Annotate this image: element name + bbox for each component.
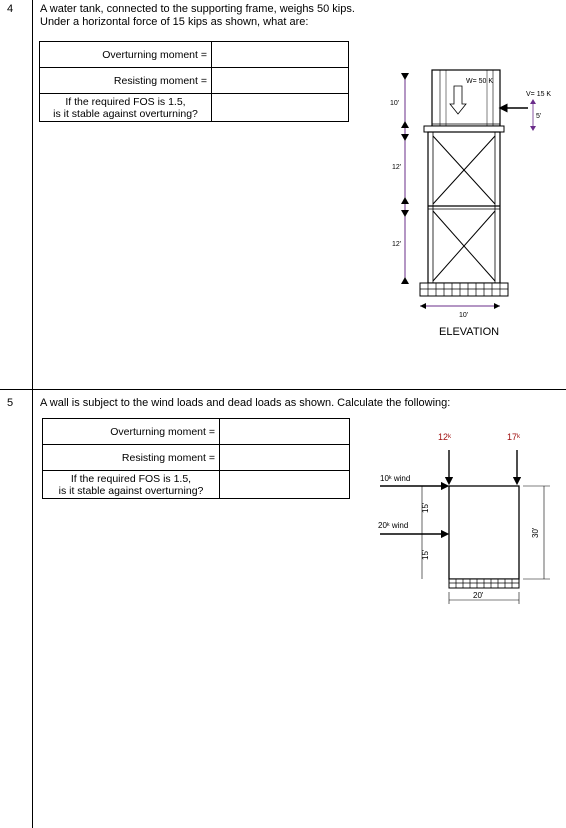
base-dim-label: 10' [459,312,469,319]
resisting-moment-label: Resisting moment = [43,445,220,471]
support-frame [428,132,500,283]
overturning-moment-answer-cell[interactable] [212,42,349,68]
resisting-moment-answer-cell[interactable] [212,68,349,94]
fos-line: If the required FOS is 1.5, [70,472,192,485]
elevation-caption: ELEVATION [439,326,500,338]
fos-question-label [43,471,220,499]
height-dimension-line [401,73,409,284]
weight-label: W= 50 K [466,78,494,85]
question-text-line: Under a horizontal force of 15 kips as shown, what are: [40,16,309,28]
wall-body [449,486,519,579]
question-number: 4 [7,3,14,15]
fos-question-label [40,94,212,122]
water-tank-figure [380,66,566,346]
force-label: V= 15 K [526,91,552,98]
question-text-line: A water tank, connected to the supporting frame, weighs 50 kips. [40,3,355,15]
load-left-label: 12ᵏ [438,432,452,442]
fos-line: is it stable against overturning? [58,484,204,497]
resisting-moment-label: Resisting moment = [40,68,212,94]
overturning-moment-answer-cell[interactable] [220,419,350,445]
overturning-moment-label: Overturning moment = [40,42,212,68]
fos-line: If the required FOS is 1.5, [65,95,186,108]
load-right-label: 17ᵏ [507,432,521,442]
wall-loads-figure [370,428,560,608]
question-number: 5 [7,397,14,409]
answer-table [39,41,349,122]
wind-bottom-label: 20ᵏ wind [378,521,409,530]
question-text: A wall is subject to the wind loads and dead loads as shown. Calculate the following: [40,397,451,409]
tank-platform [424,126,504,132]
fos-answer-cell[interactable] [220,471,350,499]
question-text [40,3,355,29]
dim-5-label: 5' [536,113,542,120]
question-divider [0,389,566,390]
dim-12b-label: 12' [392,241,402,248]
dim-20-label: 20' [473,591,484,600]
wall-footing-hatch [449,579,519,588]
dim-10-label: 10' [390,100,400,107]
footing-hatch [420,283,508,296]
fos-answer-cell[interactable] [212,94,349,122]
dim-12a-label: 12' [392,164,402,171]
resisting-moment-answer-cell[interactable] [220,445,350,471]
fos-line: is it stable against overturning? [53,107,198,120]
left-margin-rule [32,0,33,828]
dim-30-label: 30' [531,527,540,538]
dim-15a-label: 15' [421,502,430,513]
wind-top-label: 10ᵏ wind [380,474,411,483]
answer-table [42,418,350,499]
dim-15b-label: 15' [421,549,430,560]
overturning-moment-label: Overturning moment = [43,419,220,445]
